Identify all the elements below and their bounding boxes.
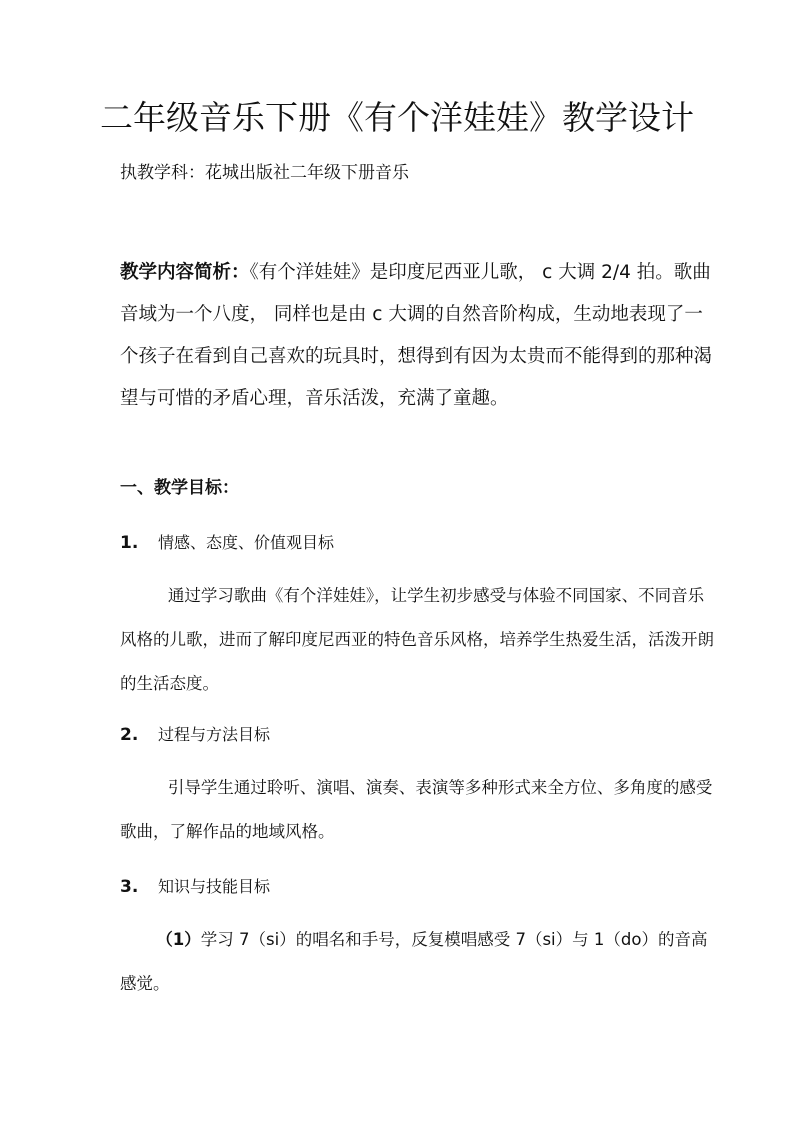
- goal-1-text: 通过学习歌曲《有个洋娃娃》，让学生初步感受与体验不同国家、不同音乐风格的儿歌，进而了解印度尼西亚的特色音乐风格，培养学生热爱生活，活泼开朗的生活态度。: [120, 586, 714, 693]
- goal-3-item-1: [120, 918, 716, 1006]
- goal-2-title: 过程与方法目标: [158, 725, 271, 744]
- content-analysis: [120, 252, 716, 420]
- goal-3-item-label: （1）: [156, 930, 201, 949]
- goal-3-item-text: 学习 7（si）的唱名和手号，反复模唱感受 7（si）与 1（do）的音高感觉。: [120, 930, 708, 993]
- analysis-label: 教学内容简析：: [120, 262, 250, 283]
- goal-1-title: 情感、态度、价值观目标: [158, 533, 335, 552]
- goal-3-heading: [120, 874, 270, 900]
- goal-2-text: 引导学生通过聆听、演唱、演奏、表演等多种形式来全方位、多角度的感受歌曲，了解作品的地域风格。: [120, 778, 713, 841]
- goal-3-number: 3.: [120, 877, 139, 897]
- subject-line: 执教学科：花城出版社二年级下册音乐: [120, 163, 409, 183]
- document-title: 二年级音乐下册《有个洋娃娃》教学设计: [100, 98, 694, 137]
- analysis-text: 《有个洋娃娃》是印度尼西亚儿歌， c 大调 2/4 拍。歌曲音域为一个八度， 同样也是由 c 大调的自然音阶构成，生动地表现了一个孩子在看到自己喜欢的玩具时，想得到有因为太贵而不能得到的那种渴望与可惜的矛盾心理，音乐活泼，充满了童趣。: [120, 262, 713, 409]
- goal-1-number: 1.: [120, 533, 139, 553]
- goal-2-heading: [120, 722, 270, 748]
- goal-2-number: 2.: [120, 725, 139, 745]
- section-heading-teaching-goals: 一、教学目标：: [120, 478, 239, 498]
- goal-3-title: 知识与技能目标: [158, 877, 271, 896]
- goal-1-heading: [120, 530, 334, 556]
